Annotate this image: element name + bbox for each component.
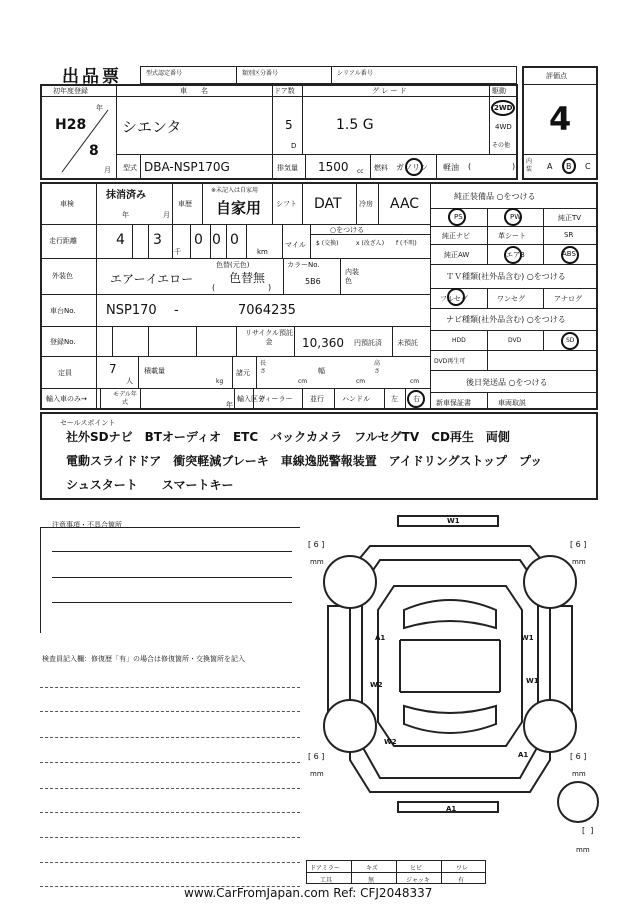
km-unit: km xyxy=(257,248,268,256)
mile-circle-note: ○をつける xyxy=(330,226,365,234)
handle-right: 右 xyxy=(413,395,420,403)
legend-break: ワレ xyxy=(456,865,469,872)
thousand-unit: 千 xyxy=(174,248,181,256)
caution-label: 注意事項・不具合箇所 xyxy=(52,521,122,529)
mileage-digit-2: 3 xyxy=(153,232,162,248)
mileage-label: 走行距離 xyxy=(49,237,77,245)
recolor-label: 色替(元色) xyxy=(216,261,250,269)
equip-ps: PS xyxy=(454,213,463,221)
chassis-dash: - xyxy=(174,303,179,318)
equip-pw-circle xyxy=(504,208,522,226)
car-damage-diagram xyxy=(310,510,610,826)
month-suffix: 月 xyxy=(104,166,111,174)
legend-tool-none: 無 xyxy=(368,877,375,884)
chassis-prefix: NSP170 xyxy=(106,303,157,318)
interior-label: 内装 xyxy=(526,158,533,173)
sales-line-3: シュスタート スマートキー xyxy=(66,478,234,492)
drive-option-other: その他 xyxy=(492,142,511,149)
after-manual: 車両取説 xyxy=(498,399,526,407)
mileage-digit-3: 0 xyxy=(194,232,203,248)
tv-analog: アナログ xyxy=(554,295,582,303)
usage-note: ※未記入は自家用 xyxy=(211,187,259,194)
form-title: 出品票 xyxy=(62,67,122,87)
mark-a1-rear-right: A1 xyxy=(518,751,529,759)
tire-rear-left: [ 6 ] xyxy=(308,752,325,761)
doors-label: ドア数 xyxy=(274,87,295,95)
recycle-amount: 10,360 xyxy=(302,336,344,350)
mileage-digit-1: 4 xyxy=(116,232,125,248)
footer-reference: www.CarFromJapan.com Ref: CFJ2048337 xyxy=(184,886,433,900)
usage-value: 自家用 xyxy=(216,199,262,217)
shaken-value: 抹消済み xyxy=(106,190,146,201)
recycle-unpaid: 未預託 xyxy=(397,339,418,347)
equip-abs-circle xyxy=(561,246,579,264)
capacity-value: 7 xyxy=(109,362,117,376)
handle-label: ハンドル xyxy=(342,395,370,403)
sales-line-2: 電動スライドドア 衝突軽減ブレーキ 車線逸脱警報装置 アイドリングストップ プッ xyxy=(66,454,543,468)
mile-label: マイル xyxy=(285,241,306,249)
cc-unit: cc xyxy=(357,168,364,175)
tire-rl-mm: mm xyxy=(310,770,324,778)
legend-mirror: ドアミラー xyxy=(310,865,340,872)
legend-jack: ジャッキ xyxy=(406,877,430,884)
grade-label: グ レ ー ド xyxy=(372,87,407,95)
handle-circle-mark xyxy=(407,390,425,408)
after-title: 後日発送品 ○をつける xyxy=(466,378,548,387)
sales-points-label: セールスポイント xyxy=(60,419,116,427)
navi-hdd: HDD xyxy=(452,337,466,344)
legend-jack-yes: 有 xyxy=(458,877,465,884)
grade-value: 1.5 G xyxy=(336,117,374,133)
ac-label: 冷房 xyxy=(359,200,373,208)
equip-ps-circle xyxy=(448,208,466,226)
equip-airbag-circle xyxy=(504,246,522,264)
capacity-label: 定員 xyxy=(58,369,72,377)
inspector-note-label: 検査員記入欄：修復歴「有」の場合は修復箇所・交換箇所を記入 xyxy=(42,655,245,663)
first-reg-label: 初年度登録 xyxy=(53,87,88,95)
shaken-label: 車検 xyxy=(60,200,74,208)
import-year-suffix: 年 xyxy=(226,401,233,409)
color-label: 外装色 xyxy=(52,272,73,280)
mark-a1-left: A1 xyxy=(375,634,386,642)
load-kg: kg xyxy=(216,378,224,385)
height-label: 高さ xyxy=(374,360,381,375)
import-parallel: 並行 xyxy=(310,395,324,403)
spare-mm: mm xyxy=(576,846,590,854)
color-no-label: カラーNo. xyxy=(287,261,320,269)
mark-w1-rear-right: W1 xyxy=(526,677,539,685)
import-class-label: 輸入区分 xyxy=(237,395,265,403)
tv-oneseg: ワンセグ xyxy=(497,295,525,303)
handle-left: 左 xyxy=(391,395,398,403)
chassis-label: 車台No. xyxy=(50,307,76,315)
year-suffix: 年 xyxy=(96,104,103,112)
recycle-label: リサイクル預託金 xyxy=(244,329,294,346)
spare-tire-bracket: [ ] xyxy=(582,826,594,835)
interior-grade-a: A xyxy=(547,162,553,171)
first-reg-year: H28 xyxy=(55,117,87,133)
fuel-gasoline: ガソリン xyxy=(396,163,428,172)
ac-value: AAC xyxy=(390,196,420,212)
equip-sr: SR xyxy=(564,231,574,239)
drive-circle-mark xyxy=(491,100,515,116)
diesel-label: 軽油 xyxy=(443,163,459,172)
fuel-circle-mark xyxy=(405,158,423,176)
model-label: 型式 xyxy=(123,164,137,172)
recolor-paren-open: ( xyxy=(212,283,216,292)
dimensions-label: 諸元 xyxy=(236,369,250,377)
import-label: 輸入車のみ→ xyxy=(46,395,87,403)
model-year-label: モデル年式 xyxy=(113,391,137,406)
navi-sd-circle xyxy=(561,332,579,350)
import-dealer: ディーラー xyxy=(258,395,293,403)
mileage-digit-5: 0 xyxy=(230,232,239,248)
recolor-paren-close: ) xyxy=(268,283,272,292)
sales-line-1: 社外SDナビ BTオーディオ ETC バックカメラ フルセグTV CD再生 両側 xyxy=(66,430,510,444)
after-warranty: 新車保証書 xyxy=(436,399,471,407)
fuel-paren-open: ( xyxy=(468,162,472,171)
score-value: 4 xyxy=(549,100,572,138)
tire-front-left: [ 6 ] xyxy=(308,540,325,549)
drive-option-4wd: 4WD xyxy=(495,123,512,131)
capacity-unit: 人 xyxy=(126,377,133,385)
date-slash xyxy=(58,108,110,174)
equip-pw: PW xyxy=(510,213,522,221)
interior-grade-b: B xyxy=(566,162,572,171)
mile-option-unknown: f (不明) xyxy=(396,240,417,247)
serial-label: シリアル番号 xyxy=(337,70,373,77)
shift-label: シフト xyxy=(276,200,297,208)
legend-scratch: キズ xyxy=(366,865,378,872)
caution-box xyxy=(40,527,300,633)
equip-aw: 純正AW xyxy=(444,251,470,259)
equip-leather: 革シート xyxy=(498,232,526,240)
tv-title: ＴＶ種類(社外品含む) ○をつける xyxy=(446,272,566,281)
usage-label: 車歴 xyxy=(178,200,192,208)
height-cm: cm xyxy=(410,378,420,385)
score-label: 評価点 xyxy=(546,72,567,80)
mileage-digit-4: 0 xyxy=(212,232,221,248)
width-label: 幅 xyxy=(318,367,325,375)
chassis-number: 7064235 xyxy=(238,303,296,318)
shaken-year: 年 xyxy=(122,211,129,219)
length-label: 長さ xyxy=(260,360,267,375)
displacement-value: 1500 xyxy=(318,160,349,174)
shaken-month: 月 xyxy=(163,211,170,219)
interior-circle-mark xyxy=(562,158,576,174)
model-code: DBA-NSP170G xyxy=(144,160,230,174)
car-name-label: 車 名 xyxy=(180,87,208,95)
tv-fullseg: フルセグ xyxy=(440,295,468,303)
mark-w2-left: W2 xyxy=(370,681,383,689)
tire-rear-right: [ 6 ] xyxy=(570,752,587,761)
mark-w1-right: W1 xyxy=(521,634,534,642)
color-value: エアーイエロー xyxy=(110,272,194,286)
mile-option-exchange: $ (交換) xyxy=(316,240,339,247)
drive-option-2wd: 2WD xyxy=(494,104,513,112)
category-label: 類別区分番号 xyxy=(242,70,279,77)
equip-navi: 純正ナビ xyxy=(442,232,470,240)
fuel-label: 燃料 xyxy=(374,164,388,172)
recycle-paid-unit: 円預託済 xyxy=(354,339,382,347)
recolor-value: 色替無 xyxy=(229,271,266,285)
legend-crack: ヒビ xyxy=(410,865,423,872)
car-name: シエンタ xyxy=(122,118,182,136)
equip-abs: ABS xyxy=(562,250,576,258)
legend-tool: 工具 xyxy=(320,877,333,884)
navi-title: ナビ種類(社外品含む) ○をつける xyxy=(446,315,566,324)
drive-label: 駆動 xyxy=(492,87,506,95)
mark-w1-top: W1 xyxy=(447,517,460,525)
doors-value: 5 xyxy=(285,118,293,132)
tv-fullseg-circle xyxy=(447,288,465,306)
doors-unit: D xyxy=(291,142,297,150)
reg-no-label: 登録No. xyxy=(50,338,76,346)
length-cm: cm xyxy=(298,378,308,385)
dvd-playback-label: DVD再生可 xyxy=(434,358,466,365)
shift-value: DAT xyxy=(314,196,342,212)
equip-tv: 純正TV xyxy=(558,214,582,222)
width-cm: cm xyxy=(356,378,366,385)
displacement-label: 排気量 xyxy=(277,164,298,172)
navi-dvd: DVD xyxy=(508,337,522,344)
equipment-title: 純正装備品 ○をつける xyxy=(454,192,536,201)
model-approval-label: 型式認定番号 xyxy=(146,70,183,77)
header-code-boxes xyxy=(140,66,517,84)
tire-rr-mm: mm xyxy=(572,770,586,778)
mark-w2-rear: W2 xyxy=(384,738,397,746)
color-no-value: 5B6 xyxy=(305,277,321,286)
equip-airbag: エアB xyxy=(506,251,525,259)
tire-fl-mm: mm xyxy=(310,558,324,566)
fuel-paren-close: ) xyxy=(512,162,516,171)
tire-front-right: [ 6 ] xyxy=(570,540,587,549)
load-label: 積載量 xyxy=(144,367,165,375)
tire-fr-mm: mm xyxy=(572,558,586,566)
interior-color-label: 内装色 xyxy=(345,268,359,285)
interior-grade-c: C xyxy=(585,162,591,171)
mile-option-tamper: x (改ざん) xyxy=(356,240,385,247)
first-reg-month: 8 xyxy=(89,143,99,159)
mark-a1-bottom: A1 xyxy=(446,805,457,813)
navi-sd: SD xyxy=(566,337,575,344)
